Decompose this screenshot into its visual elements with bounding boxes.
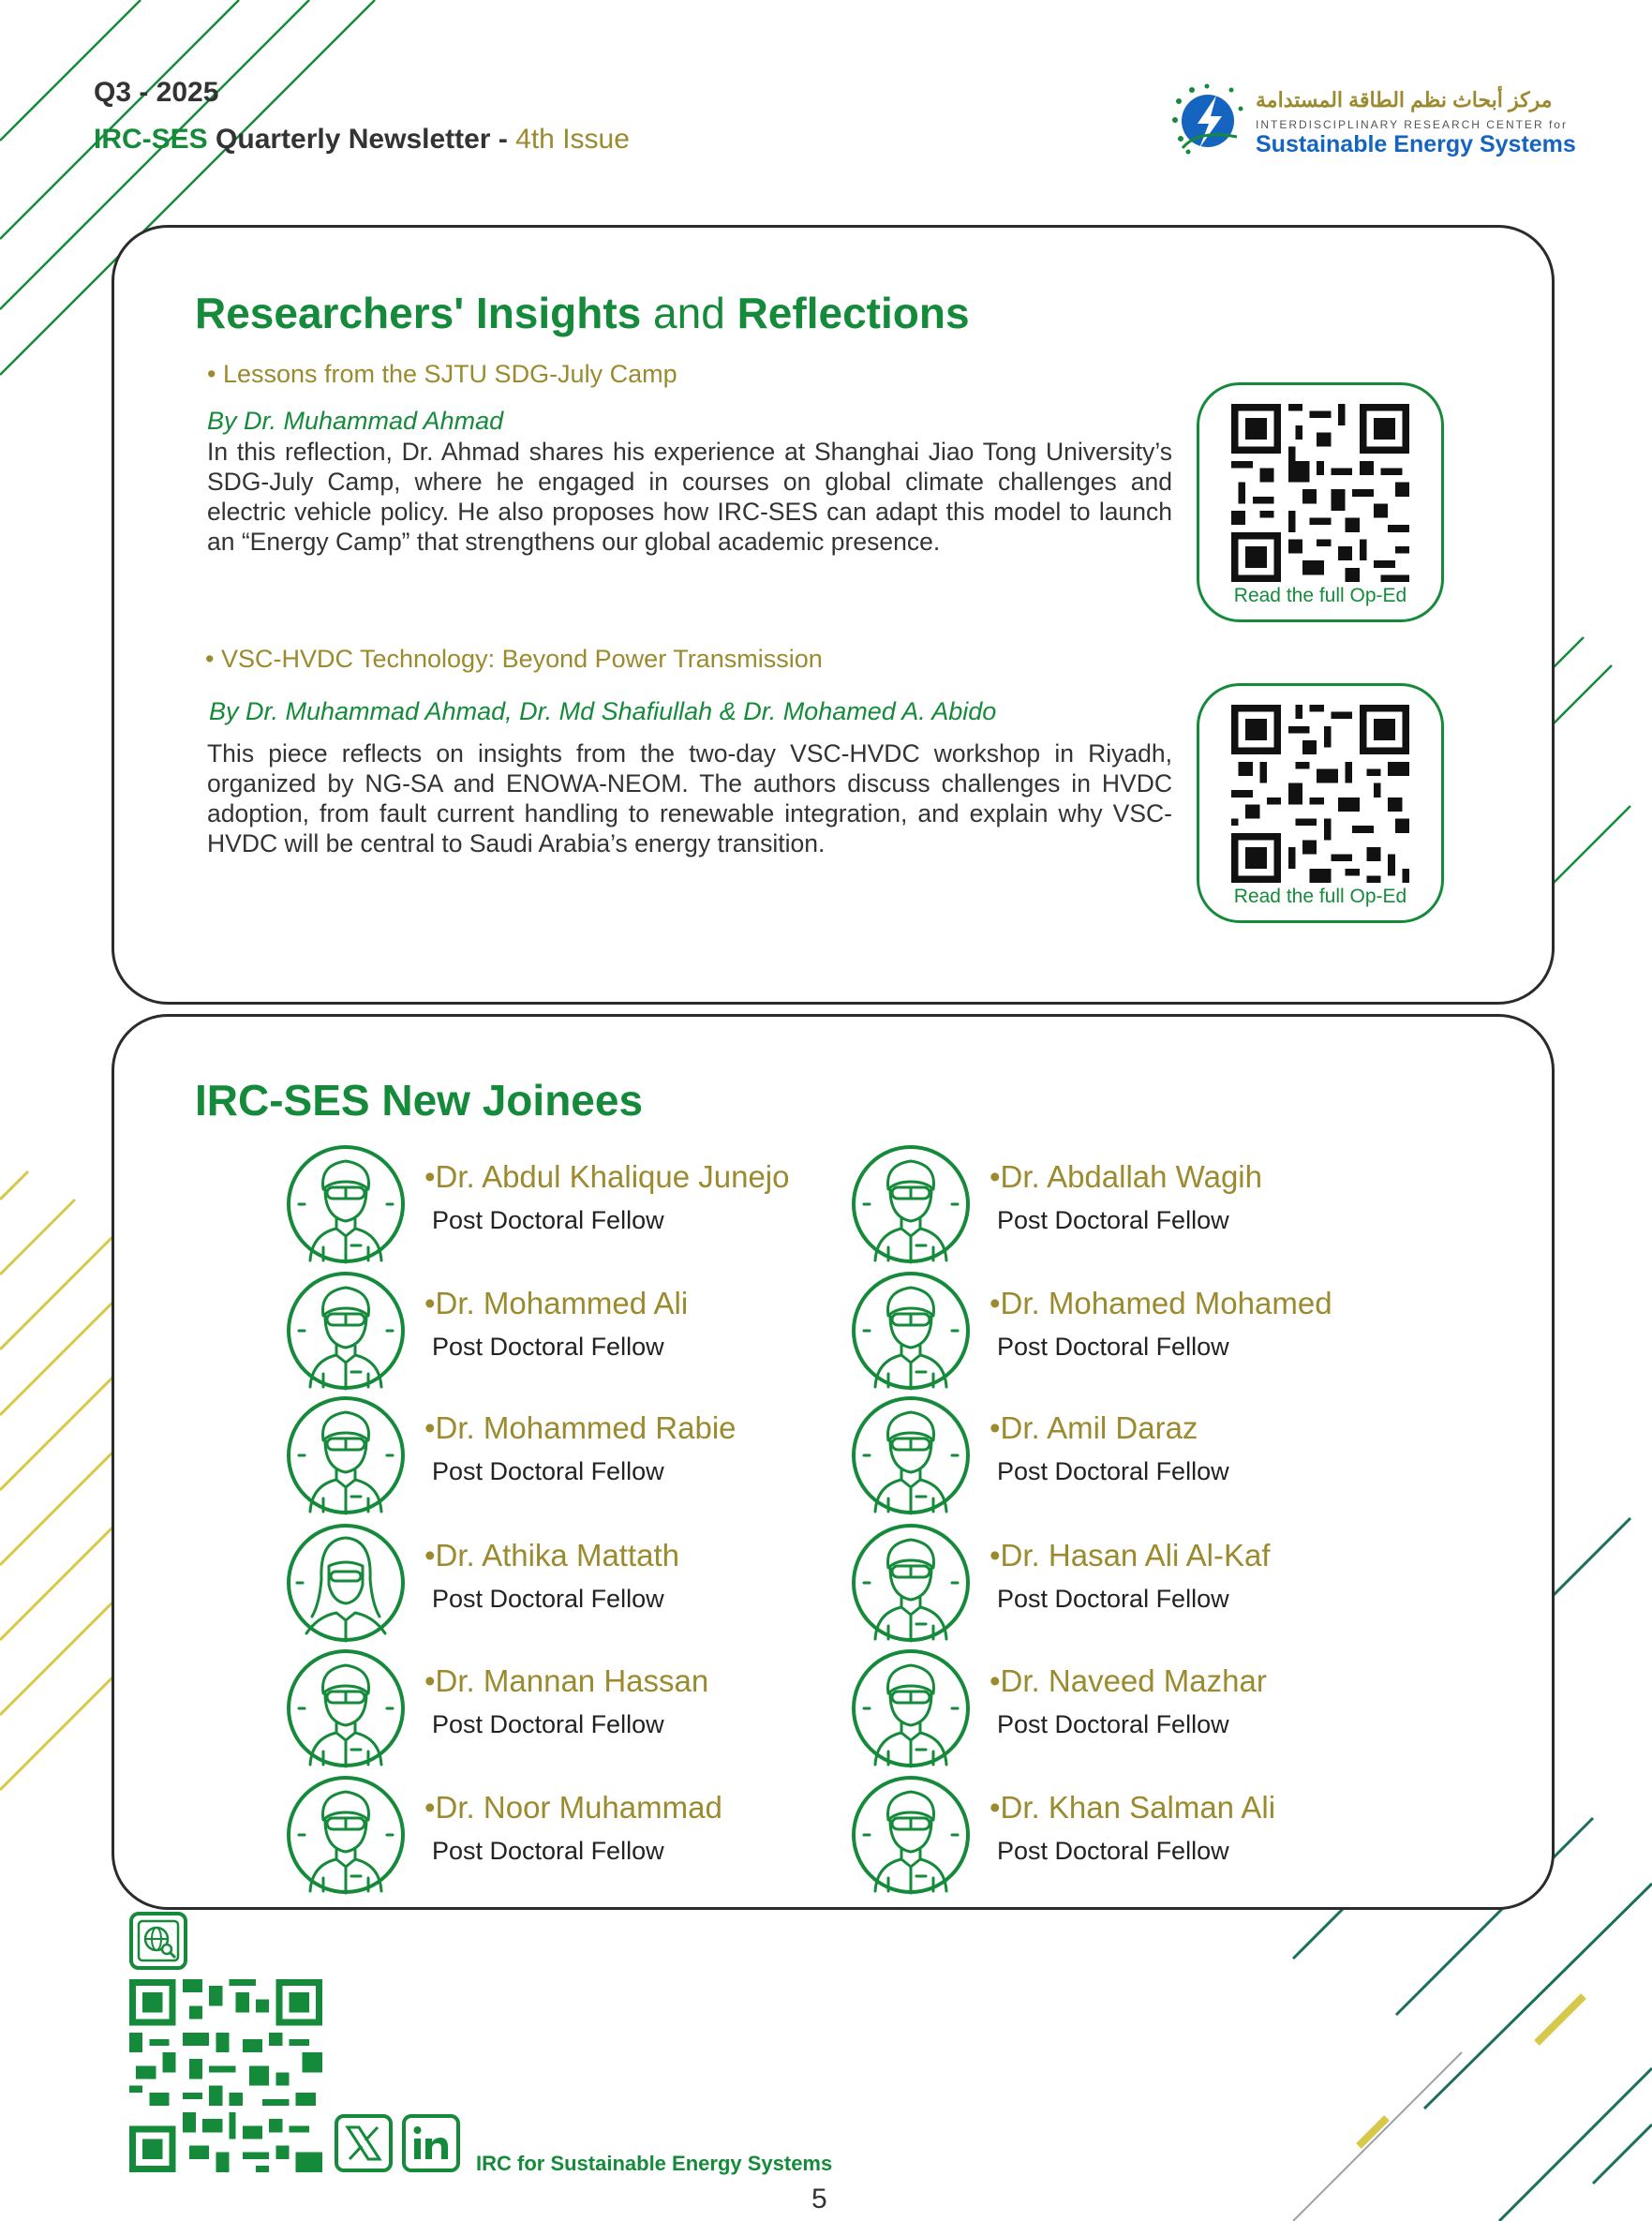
footer-org-name: IRC for Sustainable Energy Systems (476, 2152, 833, 2175)
male-avatar-icon (851, 1523, 971, 1643)
female-avatar-icon (286, 1523, 406, 1643)
joinee-dr-abdallah-wagih (851, 1144, 1376, 1266)
article-1-author: By Dr. Muhammad Ahmad (207, 407, 504, 435)
issue-label: Q3 - 2025 (94, 77, 219, 108)
joinee-dr-mannan-hassan (286, 1648, 811, 1770)
logo-arabic-text: مركز أبحاث نظم الطاقة المستدامة (1256, 88, 1553, 112)
male-avatar-icon (851, 1775, 971, 1895)
joinee-name: •Dr. Naveed Mazhar (990, 1663, 1267, 1698)
joinee-name: •Dr. Khan Salman Ali (990, 1790, 1276, 1825)
joinee-role: Post Doctoral Fellow (997, 1333, 1229, 1361)
joinee-role: Post Doctoral Fellow (432, 1333, 664, 1361)
joinee-dr-mohamed-mohamed (851, 1271, 1376, 1393)
joinee-dr-noor-muhammad (286, 1775, 811, 1897)
joinee-dr-naveed-mazhar (851, 1648, 1376, 1770)
web-search-icon[interactable] (129, 1912, 187, 1970)
male-avatar-icon (851, 1395, 971, 1515)
joinee-dr-mohammed-rabie (286, 1395, 811, 1517)
male-avatar-icon (286, 1775, 406, 1895)
joinee-role: Post Doctoral Fellow (997, 1457, 1229, 1485)
page-number: 5 (811, 2184, 827, 2214)
joinee-name: •Dr. Mohammed Ali (424, 1286, 689, 1320)
joinee-dr-mohammed-ali (286, 1271, 811, 1393)
article-2-qr[interactable] (1197, 683, 1444, 923)
article-2-qr-caption: Read the full Op-Ed (1233, 886, 1407, 907)
newsletter-title (94, 124, 630, 156)
joinee-name: •Dr. Athika Mattath (424, 1538, 680, 1573)
joinee-dr-hasan-ali-al-kaf (851, 1523, 1376, 1645)
joinee-role: Post Doctoral Fellow (432, 1710, 664, 1738)
male-avatar-icon (851, 1648, 971, 1768)
joinee-name: •Dr. Abdul Khalique Junejo (424, 1159, 790, 1194)
joinee-dr-abdul-khalique-junejo (286, 1144, 811, 1266)
male-avatar-icon (286, 1271, 406, 1391)
newsletter-org: IRC-SES (94, 124, 208, 155)
male-avatar-icon (851, 1144, 971, 1264)
article-1-qr-caption: Read the full Op-Ed (1233, 585, 1407, 606)
qr-code-icon (1231, 705, 1409, 883)
joinee-name: •Dr. Amil Daraz (990, 1410, 1198, 1445)
joinee-name: •Dr. Hasan Ali Al-Kaf (990, 1538, 1271, 1573)
website-qr-code-icon[interactable] (129, 1979, 322, 2172)
joinee-role: Post Doctoral Fellow (997, 1837, 1229, 1865)
article-1-qr[interactable] (1197, 382, 1444, 622)
male-avatar-icon (286, 1395, 406, 1515)
joinee-name: •Dr. Noor Muhammad (424, 1790, 722, 1825)
logo-subtitle: INTERDISCIPLINARY RESEARCH CENTER for (1256, 118, 1568, 131)
insights-panel (112, 225, 1555, 1005)
article-2-author: By Dr. Muhammad Ahmad, Dr. Md Shafiullah & Dr. Mohamed A. Abido (209, 697, 997, 725)
joinee-dr-amil-daraz (851, 1395, 1376, 1517)
logo-emblem-icon (1169, 82, 1246, 159)
center-logo (1169, 82, 1576, 167)
joinee-name: •Dr. Mannan Hassan (424, 1663, 709, 1698)
joinee-name: •Dr. Mohamed Mohamed (990, 1286, 1332, 1320)
article-2-body: This piece reflects on insights from the two-day VSC-HVDC workshop in Riyadh, organized by NG-SA and ENOWA-NEOM. The authors discuss challenges in HVDC adoption, from fault current handling to renewable integration, and explain why VSC-HVDC will be central to Saudi Arabia’s energy transition. (207, 739, 1172, 857)
joinee-role: Post Doctoral Fellow (997, 1206, 1229, 1234)
joinee-role: Post Doctoral Fellow (432, 1585, 664, 1613)
joinee-role: Post Doctoral Fellow (432, 1837, 664, 1865)
logo-name: Sustainable Energy Systems (1256, 131, 1576, 157)
joinee-name: •Dr. Mohammed Rabie (424, 1410, 737, 1445)
linkedin-icon[interactable] (402, 2114, 460, 2172)
newsletter-name: Quarterly Newsletter - (216, 124, 508, 155)
joinee-dr-athika-mattath (286, 1523, 811, 1645)
joinee-dr-khan-salman-ali (851, 1775, 1376, 1897)
newsletter-issue: 4th Issue (515, 124, 630, 155)
qr-code-icon (1231, 404, 1409, 582)
joinees-panel (112, 1014, 1555, 1910)
article-2-title: • VSC-HVDC Technology: Beyond Power Transmission (205, 645, 823, 673)
joinee-name: •Dr. Abdallah Wagih (990, 1159, 1262, 1194)
joinees-title: IRC-SES New Joinees (195, 1076, 644, 1125)
joinee-role: Post Doctoral Fellow (432, 1206, 664, 1234)
insights-title: Researchers' Insights and Reflections (195, 289, 970, 337)
joinee-role: Post Doctoral Fellow (997, 1585, 1229, 1613)
x-icon[interactable] (335, 2114, 393, 2172)
article-1-title: • Lessons from the SJTU SDG-July Camp (207, 360, 677, 388)
male-avatar-icon (286, 1648, 406, 1768)
article-1-body: In this reflection, Dr. Ahmad shares his experience at Shanghai Jiao Tong University’s SDG-July Camp, where he engaged in courses on global climate challenges and electric vehicle policy. He also proposes how IRC-SES can adapt this model to launch an “Energy Camp” that strengthens our global academic presence. (207, 438, 1172, 556)
joinee-role: Post Doctoral Fellow (432, 1457, 664, 1485)
joinee-role: Post Doctoral Fellow (997, 1710, 1229, 1738)
male-avatar-icon (286, 1144, 406, 1264)
male-avatar-icon (851, 1271, 971, 1391)
